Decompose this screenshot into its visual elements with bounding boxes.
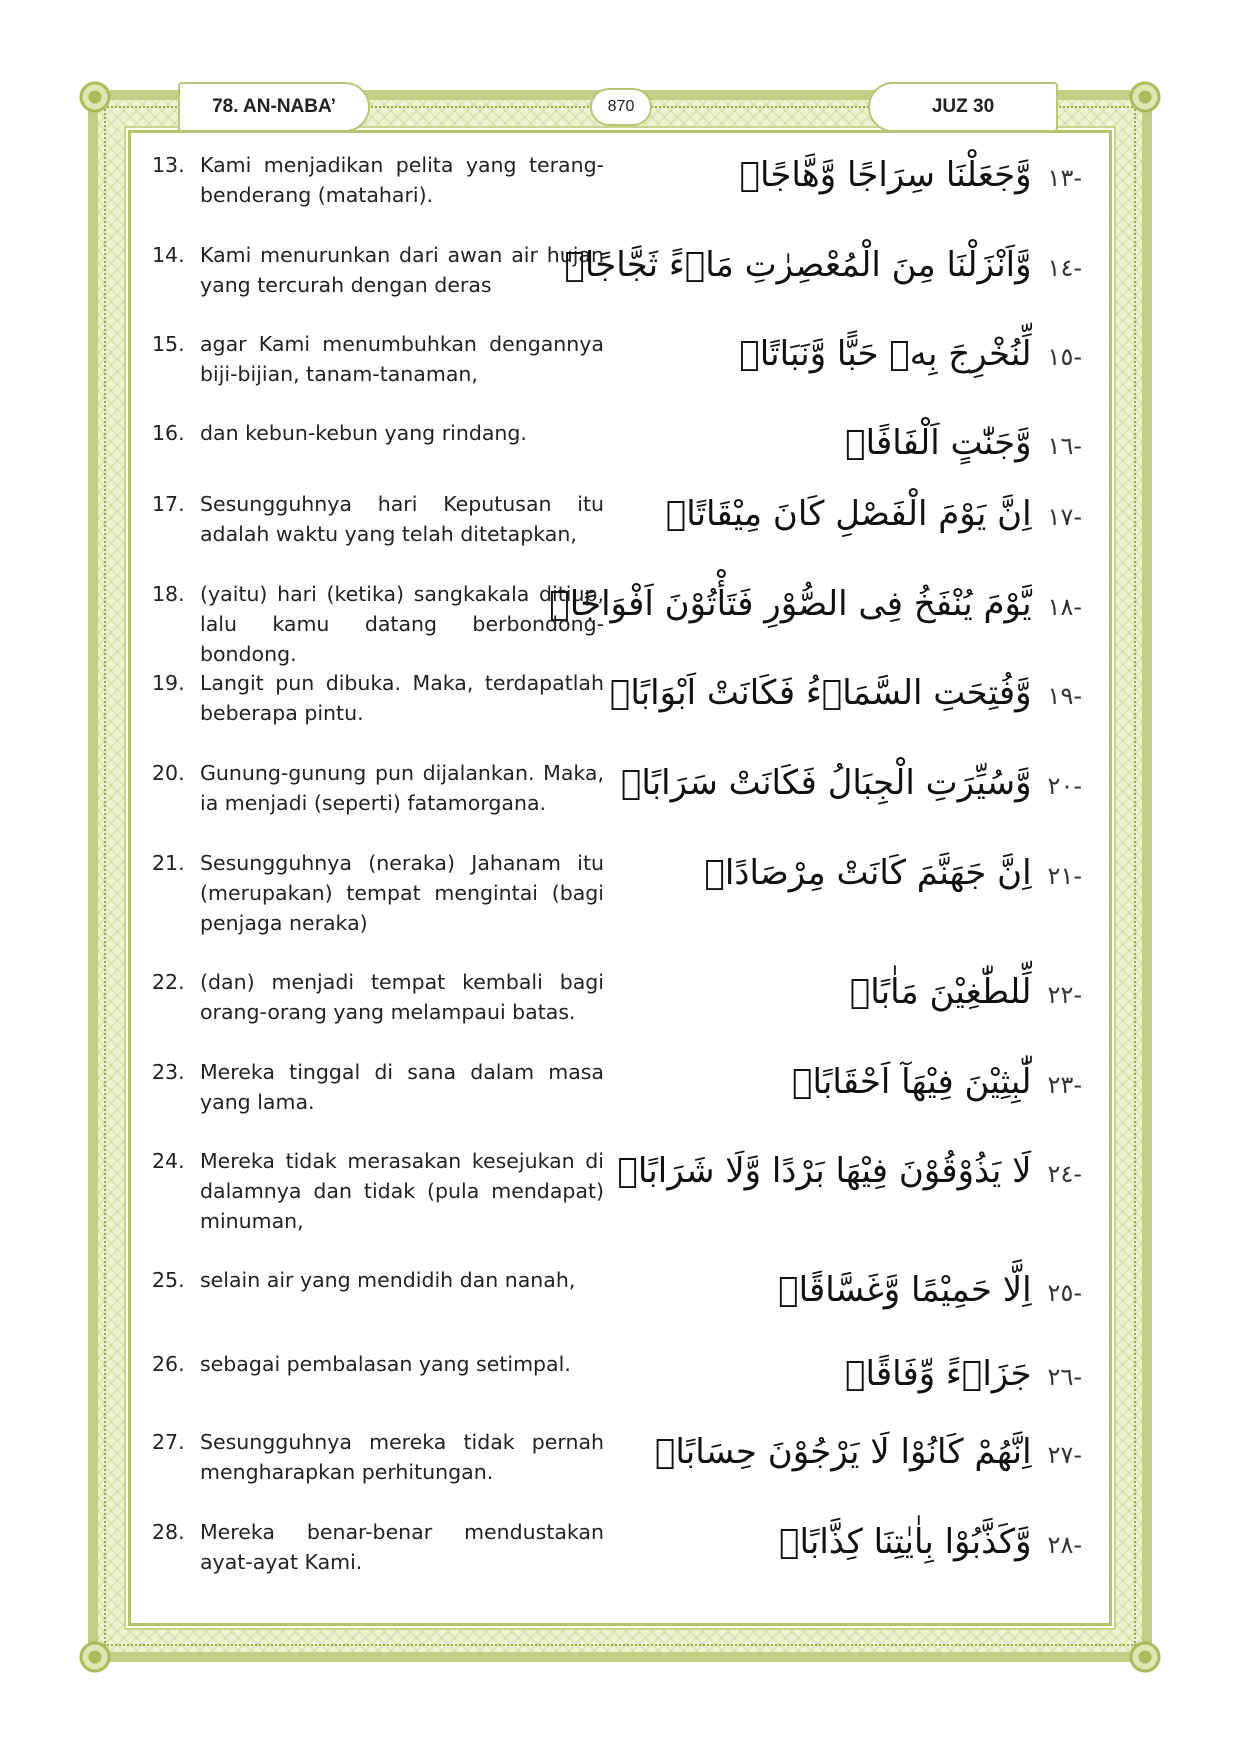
translation-text: (yaitu) hari (ketika) sangkakala ditiup, lalu kamu datang berbondong-bondong.	[200, 582, 604, 666]
arabic-verse-number: -٢١	[1047, 862, 1082, 890]
arabic-text: لّٰبِثِيْنَ فِيْهَآ اَحْقَابًاۚ	[792, 1062, 1032, 1102]
translation-text: (dan) menjadi tempat kembali bagi orang-orang yang melampaui batas.	[200, 970, 604, 1024]
surah-title: 78. AN-NABA’	[178, 82, 370, 132]
translation-text: Sesungguhnya (neraka) Jahanam itu (merupakan) tempat mengintai (bagi penjaga neraka)	[200, 851, 604, 935]
arabic-verse	[632, 1353, 1082, 1398]
arabic-text: لِّلطّٰغِيْنَ مَاٰبًاۙ	[849, 972, 1032, 1012]
arabic-text: وَّكَذَّبُوْا بِاٰيٰتِنَا كِذَّابًاۗ	[779, 1522, 1032, 1562]
arabic-verse	[620, 762, 1082, 807]
verse-number: 23.	[152, 1060, 185, 1084]
translation-text: agar Kami menumbuhkan dengannya biji-bijian, tanam-tanaman,	[200, 332, 604, 386]
verse-number: 15.	[152, 332, 185, 356]
arabic-text: لِّنُخْرِجَ بِهٖ حَبًّا وَّنَبَاتًاۙ	[739, 334, 1032, 374]
verse-number: 16.	[152, 421, 185, 445]
arabic-verse-number: -١٥	[1047, 343, 1082, 371]
translation-text: Kami menurunkan dari awan air hujan yang tercurah dengan deras	[200, 243, 604, 297]
arabic-verse	[632, 971, 1082, 1016]
arabic-verse-number: -١٨	[1047, 593, 1082, 621]
juz-label: JUZ 30	[868, 82, 1058, 132]
arabic-verse-number: -١٦	[1047, 432, 1082, 460]
arabic-verse	[632, 1431, 1082, 1476]
verse-number: 20.	[152, 761, 185, 785]
arabic-verse	[632, 154, 1082, 199]
arabic-verse	[632, 1269, 1082, 1314]
arabic-verse	[632, 333, 1082, 378]
verse-number: 13.	[152, 153, 185, 177]
corner-ornament	[1128, 80, 1162, 114]
translation-text: Langit pun dibuka. Maka, terdapatlah beberapa pintu.	[200, 671, 604, 725]
verse-number: 19.	[152, 671, 185, 695]
arabic-text: وَّسُيِّرَتِ الْجِبَالُ فَكَانَتْ سَرَابًاۗ	[620, 763, 1032, 803]
arabic-verse-number: -١٩	[1047, 682, 1082, 710]
arabic-text: وَّفُتِحَتِ السَّمَاۤءُ فَكَانَتْ اَبْوَابًاۙ	[609, 673, 1032, 713]
arabic-verse	[632, 493, 1082, 538]
arabic-text: اِنَّ جَهَنَّمَ كَانَتْ مِرْصَادًاۙ	[704, 853, 1032, 893]
verse-number: 22.	[152, 970, 185, 994]
translation-text: Sesungguhnya mereka tidak pernah mengharapkan perhitungan.	[200, 1430, 604, 1484]
corner-ornament	[78, 80, 112, 114]
translation-text: Mereka benar-benar mendustakan ayat-ayat Kami.	[200, 1520, 604, 1574]
arabic-verse	[632, 1521, 1082, 1566]
translation-text: Mereka tinggal di sana dalam masa yang lama.	[200, 1060, 604, 1114]
arabic-text: جَزَاۤءً وِّفَاقًاۗ	[845, 1354, 1032, 1394]
translation-text: Kami menjadikan pelita yang terang-benderang (matahari).	[200, 153, 604, 207]
verse-number: 27.	[152, 1430, 185, 1454]
corner-ornament	[1128, 1640, 1162, 1674]
corner-ornament	[78, 1640, 112, 1674]
arabic-text: وَّاَنْزَلْنَا مِنَ الْمُعْصِرٰتِ مَاۤءً ثَجَّاجًاۙ	[564, 245, 1032, 285]
translation-text: sebagai pembalasan yang setimpal.	[200, 1352, 571, 1376]
arabic-verse-number: -٢٨	[1047, 1531, 1082, 1559]
arabic-verse-number: -١٧	[1047, 503, 1082, 531]
arabic-verse-number: -٢٤	[1047, 1160, 1082, 1188]
translation-text: Sesungguhnya hari Keputusan itu adalah waktu yang telah ditetapkan,	[200, 492, 604, 546]
arabic-text: اِنَّهُمْ كَانُوْا لَا يَرْجُوْنَ حِسَابًاۙ	[654, 1432, 1032, 1472]
arabic-verse	[564, 244, 1082, 289]
arabic-text: وَّجَنّٰتٍ اَلْفَافًاۗ	[845, 423, 1032, 463]
arabic-text: يَّوْمَ يُنْفَخُ فِى الصُّوْرِ فَتَأْتُوْنَ اَفْوَاجًاۙ	[549, 584, 1032, 624]
translation-text: Gunung-gunung pun dijalankan. Maka, ia menjadi (seperti) fatamorgana.	[200, 761, 604, 815]
verse-number: 21.	[152, 851, 185, 875]
arabic-verse	[632, 852, 1082, 897]
arabic-verse	[632, 1061, 1082, 1106]
arabic-verse-number: -٢٧	[1047, 1441, 1082, 1469]
page-number: 870	[590, 88, 652, 126]
verse-number: 26.	[152, 1352, 185, 1376]
verse-number: 18.	[152, 582, 185, 606]
verse-number: 28.	[152, 1520, 185, 1544]
arabic-verse	[617, 1150, 1082, 1195]
arabic-verse-number: -٢٦	[1047, 1363, 1082, 1391]
arabic-text: لَا يَذُوْقُوْنَ فِيْهَا بَرْدًا وَّلَا شَرَابًاۙ	[617, 1151, 1032, 1191]
arabic-text: اِلَّا حَمِيْمًا وَّغَسَّاقًاۙ	[778, 1270, 1032, 1310]
arabic-verse	[549, 583, 1082, 628]
arabic-verse-number: -١٤	[1047, 254, 1082, 282]
arabic-text: اِنَّ يَوْمَ الْفَصْلِ كَانَ مِيْقَاتًاۙ	[665, 494, 1032, 534]
arabic-text: وَّجَعَلْنَا سِرَاجًا وَّهَّاجًاۖ	[739, 155, 1032, 195]
arabic-verse-number: -٢٢	[1047, 981, 1082, 1009]
arabic-verse-number: -١٣	[1047, 164, 1082, 192]
translation-text: dan kebun-kebun yang rindang.	[200, 421, 527, 445]
arabic-verse-number: -٢٣	[1047, 1071, 1082, 1099]
verse-number: 24.	[152, 1149, 185, 1173]
arabic-verse	[609, 672, 1082, 717]
verse-number: 17.	[152, 492, 185, 516]
translation-text: Mereka tidak merasakan kesejukan di dalamnya dan tidak (pula mendapat) minuman,	[200, 1149, 604, 1233]
arabic-verse	[632, 422, 1082, 467]
translation-text: selain air yang mendidih dan nanah,	[200, 1268, 576, 1292]
verse-number: 14.	[152, 243, 185, 267]
verse-number: 25.	[152, 1268, 185, 1292]
arabic-verse-number: -٢٠	[1047, 772, 1082, 800]
arabic-verse-number: -٢٥	[1047, 1279, 1082, 1307]
